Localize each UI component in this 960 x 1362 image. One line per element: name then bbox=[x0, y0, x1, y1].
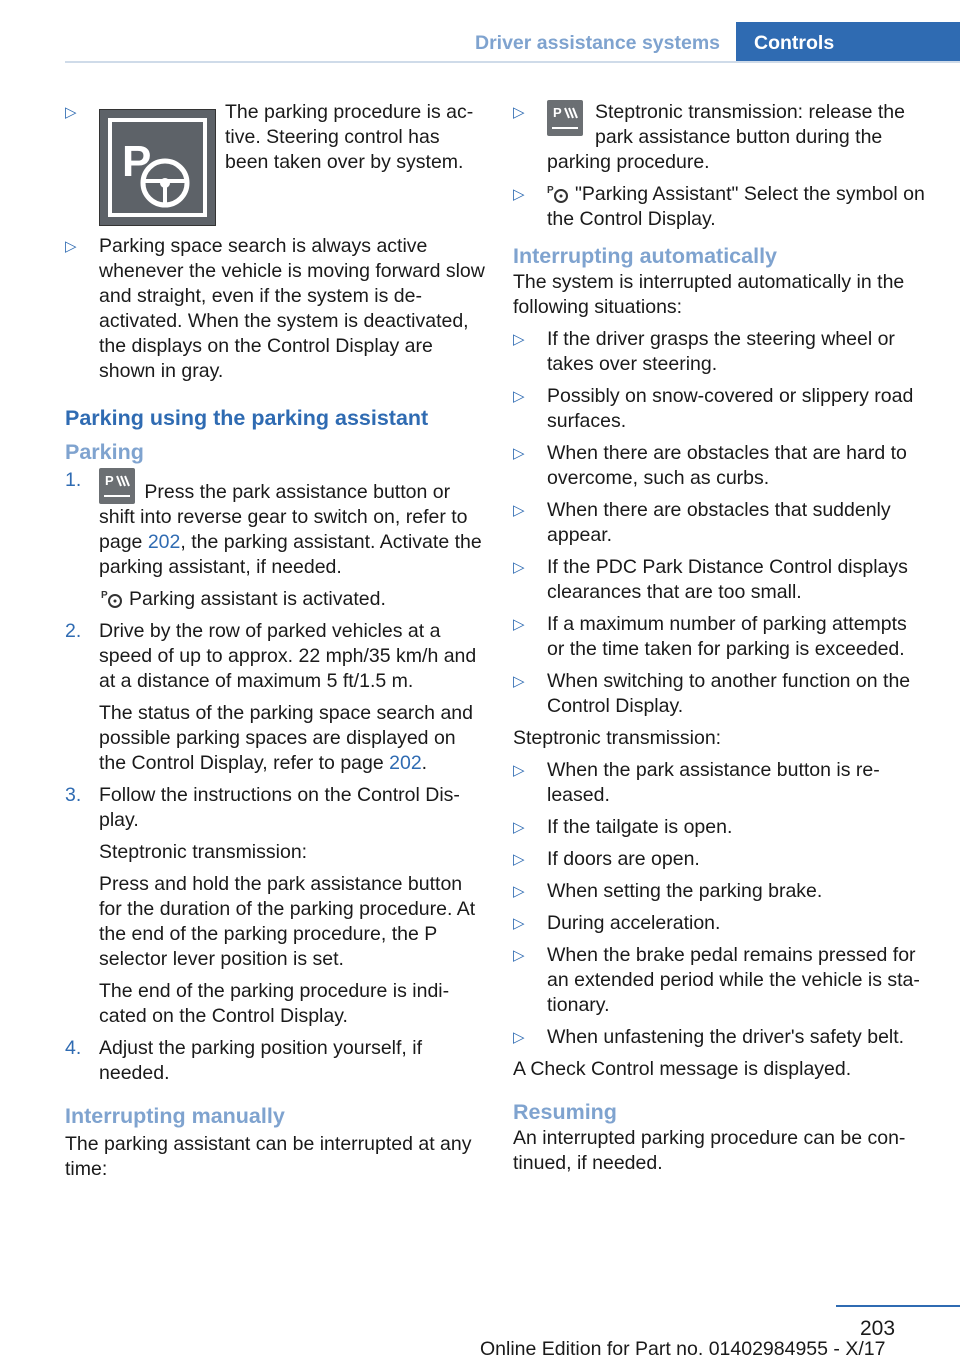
triangle-bullet-icon: ▷ bbox=[513, 762, 525, 779]
triangle-bullet-icon: ▷ bbox=[513, 502, 525, 519]
step-item bbox=[65, 619, 485, 776]
list-item bbox=[513, 100, 928, 175]
list-item: ▷ During acceleration. bbox=[513, 912, 721, 934]
list-item: ▷ When the park assistance button is re-leased. bbox=[513, 759, 880, 806]
step-number: 3. bbox=[65, 784, 82, 806]
body-text: The parking assistant can be interrupted at any time: bbox=[65, 1133, 472, 1180]
triangle-bullet-icon: ▷ bbox=[513, 1029, 525, 1046]
step-number: 1. bbox=[65, 469, 82, 491]
svg-text:P: P bbox=[553, 105, 562, 120]
auto-interrupt-list bbox=[513, 327, 928, 719]
subsection-heading: Interrupting automatically bbox=[513, 244, 778, 268]
step-text: The end of the parking procedure is indi-cated on the Control Display. bbox=[99, 980, 450, 1027]
park-assist-button-icon bbox=[99, 468, 135, 504]
step-item bbox=[65, 1036, 485, 1086]
list-item: ▷ If the tailgate is open. bbox=[513, 816, 733, 838]
step-number: 2. bbox=[65, 620, 82, 642]
list-item-text: The parking procedure is ac- tive. Steering control has been taken over by system. bbox=[225, 101, 474, 173]
subsection-heading: Parking bbox=[65, 440, 144, 464]
header-rule bbox=[65, 61, 960, 63]
list-item: ▷ When setting the parking brake. bbox=[513, 880, 823, 902]
list-item: ▷ If a maximum number of parking attempts or the time taken for parking is exceeded. bbox=[513, 613, 907, 660]
list-item: ▷ When unfastening the driver's safety belt. bbox=[513, 1026, 905, 1048]
triangle-bullet-icon: ▷ bbox=[513, 559, 525, 576]
step-text: P Press the park assistance button or shift into reverse gear to switch on, refer to page 202, the parking assistant. Activate the parking assistant, if needed. bbox=[99, 468, 485, 580]
body-text: Steptronic transmission: bbox=[513, 727, 722, 749]
svg-text:P: P bbox=[105, 473, 114, 488]
triangle-bullet-icon: ▷ bbox=[513, 388, 525, 405]
edition-note: Online Edition for Part no. 01402984955 - X/17 bbox=[480, 1338, 886, 1360]
list-item: ▷ When there are obstacles that suddenly appear. bbox=[513, 499, 891, 546]
triangle-bullet-icon: ▷ bbox=[513, 186, 525, 203]
parking-assistant-symbol-icon bbox=[547, 183, 569, 203]
triangle-bullet-icon: ▷ bbox=[513, 915, 525, 932]
running-header-section: Driver assistance systems bbox=[475, 32, 720, 54]
svg-text:P: P bbox=[101, 590, 108, 601]
body-text: The system is interrupted automatically in the following situations: bbox=[513, 271, 905, 318]
list-item-text: Steptronic transmission: release the park assistance button during the parking procedure. bbox=[547, 101, 905, 173]
list-item bbox=[65, 234, 485, 384]
triangle-bullet-icon: ▷ bbox=[513, 883, 525, 900]
page-link[interactable]: 202 bbox=[147, 531, 181, 553]
list-item-text: Parking space search is always active whenever the vehicle is moving forward slow and straight, even if the system is de-activated. When the system is deactivated, the displays on the Control Display are shown in gray. bbox=[99, 235, 485, 382]
steptronic-list bbox=[513, 758, 928, 1050]
parking-assistant-symbol-icon bbox=[101, 588, 123, 608]
step-item bbox=[65, 468, 485, 612]
triangle-bullet-icon: ▷ bbox=[513, 673, 525, 690]
triangle-bullet-icon: ▷ bbox=[513, 445, 525, 462]
triangle-bullet-icon: ▷ bbox=[513, 819, 525, 836]
list-item: ▷ When switching to another function on the Control Display. bbox=[513, 670, 911, 717]
list-item-text: "Parking Assistant" Select the symbol on the Control Display. bbox=[547, 183, 925, 230]
triangle-bullet-icon: ▷ bbox=[65, 104, 77, 121]
svg-text:P: P bbox=[547, 185, 554, 196]
triangle-bullet-icon: ▷ bbox=[513, 616, 525, 633]
subsection-heading: Interrupting manually bbox=[65, 1104, 285, 1128]
list-item bbox=[513, 182, 928, 232]
step-number: 4. bbox=[65, 1037, 82, 1059]
body-text: An interrupted parking procedure can be con-tinued, if needed. bbox=[513, 1127, 906, 1174]
list-item: ▷ When the brake pedal remains pressed for an extended period while the vehicle is sta-tionary. bbox=[513, 944, 920, 1016]
header-tab-label: Controls bbox=[754, 32, 835, 54]
step-item bbox=[65, 783, 485, 1029]
step-text: Follow the instructions on the Control Dis-play. bbox=[99, 784, 460, 831]
page-number: 203 bbox=[860, 1317, 896, 1340]
list-item: ▷ When there are obstacles that are hard to overcome, such as curbs. bbox=[513, 442, 907, 489]
right-column bbox=[513, 100, 928, 1183]
triangle-bullet-icon: ▷ bbox=[513, 947, 525, 964]
subsection-heading: Resuming bbox=[513, 1100, 617, 1124]
svg-text:P: P bbox=[122, 137, 152, 186]
step-text: Adjust the parking position yourself, if needed. bbox=[99, 1037, 423, 1084]
footer-rule bbox=[836, 1305, 960, 1307]
step-subtext: P Parking assistant is activated. bbox=[101, 588, 386, 610]
body-text: A Check Control message is displayed. bbox=[513, 1058, 852, 1080]
parking-steering-icon bbox=[99, 109, 216, 226]
triangle-bullet-icon: ▷ bbox=[513, 331, 525, 348]
step-text: The status of the parking space search and possible parking spaces are displayed on the Control Display, refer to page 202. bbox=[99, 702, 473, 774]
list-item: ▷ If the driver grasps the steering wheel or takes over steering. bbox=[513, 328, 895, 375]
list-item: ▷ If doors are open. bbox=[513, 848, 700, 870]
step-text: Drive by the row of parked vehicles at a speed of up to approx. 22 mph/35 km/h and at a distance of maximum 5 ft/1.5 m. bbox=[99, 620, 477, 692]
triangle-bullet-icon: ▷ bbox=[65, 238, 77, 255]
step-text: Steptronic transmission: bbox=[99, 841, 308, 863]
left-column bbox=[65, 100, 485, 1189]
list-item: ▷ If the PDC Park Distance Control displays clearances that are too small. bbox=[513, 556, 908, 603]
section-heading: Parking using the parking assistant bbox=[65, 406, 429, 430]
running-header-tab bbox=[736, 22, 960, 63]
step-text: Press and hold the park assistance button for the duration of the parking procedure. At the end of the parking procedure, the P selector lever position is set. bbox=[99, 873, 476, 970]
page-link[interactable]: 202 bbox=[389, 752, 422, 774]
list-item bbox=[65, 100, 485, 224]
triangle-bullet-icon: ▷ bbox=[513, 104, 525, 121]
park-assist-button-icon bbox=[547, 100, 583, 136]
triangle-bullet-icon: ▷ bbox=[513, 851, 525, 868]
list-item: ▷ Possibly on snow-covered or slippery road surfaces. bbox=[513, 385, 914, 432]
